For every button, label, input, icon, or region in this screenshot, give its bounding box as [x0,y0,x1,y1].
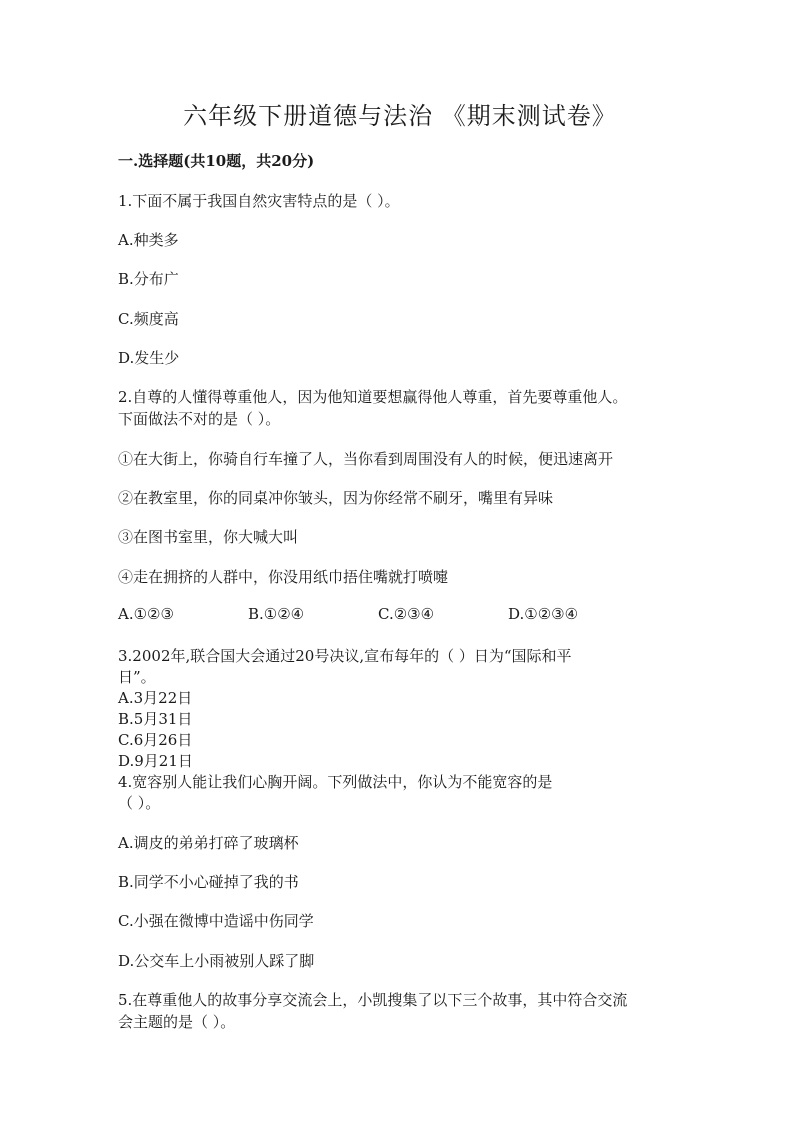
q1-option-c: C.频度高 [118,310,179,328]
q4-stem-line1: 4.宽容别人能让我们心胸开阔。下列做法中，你认为不能宽容的是 [118,773,553,791]
q2-statement-1: ①在大街上，你骑自行车撞了人，当你看到周围没有人的时候，便迅速离开 [118,450,614,468]
q3-option-b: B.5月31日 [118,710,193,728]
q3-option-d: D.9月21日 [118,752,193,770]
q1-option-d: D.发生少 [118,349,180,367]
q2-option-a: A.①②③ [118,605,174,623]
q1-option-b: B.分布广 [118,270,179,288]
q1-stem: 1.下面不属于我国自然灾害特点的是（ ）。 [118,192,400,210]
q2-stem-line2: 下面做法不对的是（ ）。 [118,410,281,428]
q4-option-a: A.调皮的弟弟打碎了玻璃杯 [118,834,299,852]
q3-stem-line1: 3.2002年,联合国大会通过20号决议,宣布每年的（ ）日为“国际和平 [118,647,572,665]
q4-stem-line2: （ ）。 [118,794,161,812]
q2-statement-3: ③在图书室里，你大喊大叫 [118,528,299,546]
q5-stem-line1: 5.在尊重他人的故事分享交流会上，小凯搜集了以下三个故事，其中符合交流 [118,991,628,1009]
q2-option-d: D.①②③④ [508,605,579,623]
q2-option-b: B.①②④ [248,605,305,623]
q2-stem-line1: 2.自尊的人懂得尊重他人，因为他知道要想赢得他人尊重，首先要尊重他人。 [118,388,628,406]
q4-option-c: C.小强在微博中造谣中伤同学 [118,912,314,930]
q2-statement-2: ②在教室里，你的同桌冲你皱头，因为你经常不刷牙，嘴里有异味 [118,489,554,507]
q2-option-c: C.②③④ [378,605,435,623]
q3-stem-line2: 日”。 [118,668,156,686]
q3-option-a: A.3月22日 [118,689,193,707]
q5-stem-line2: 会主题的是（ ）。 [118,1013,236,1031]
q4-option-d: D.公交车上小雨被别人踩了脚 [118,952,315,970]
q2-statement-4: ④走在拥挤的人群中，你没用纸巾捂住嘴就打喷嚏 [118,568,449,586]
q1-option-a: A.种类多 [118,231,179,249]
q4-option-b: B.同学不小心碰掉了我的书 [118,873,299,891]
page-title: 六年级下册道德与法治 《期末测试卷》 [183,102,617,130]
section-heading: 一.选择题(共10题，共20分) [118,152,315,170]
q3-option-c: C.6月26日 [118,731,193,749]
